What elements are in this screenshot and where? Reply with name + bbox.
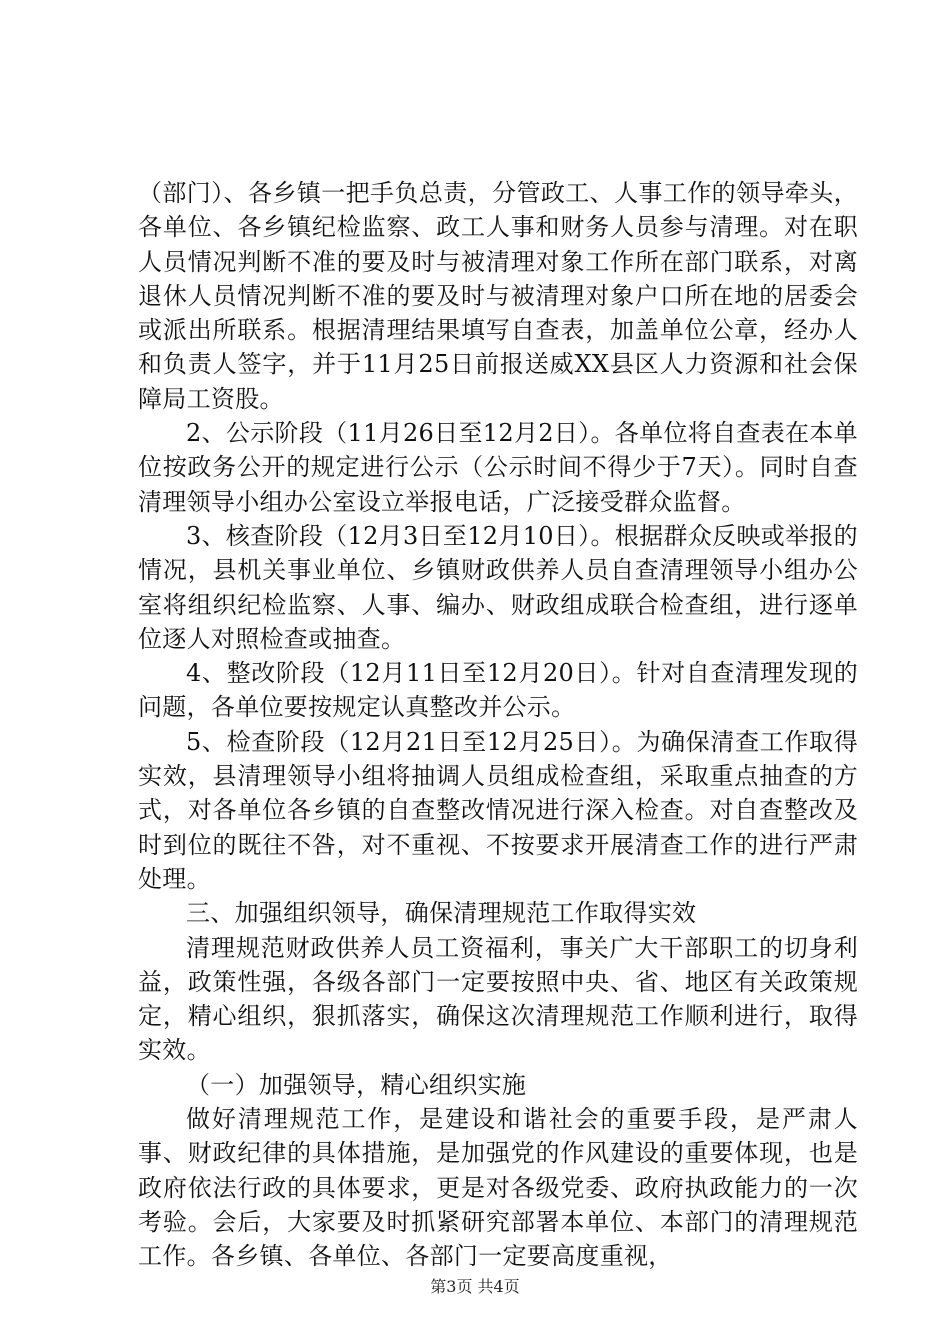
subsection-heading-1: （一）加强领导，精心组织实施 bbox=[186, 1070, 527, 1099]
section-heading-3: 三、加强组织领导，确保清理规范工作取得实效 bbox=[186, 899, 697, 928]
paragraph-rectification-stage: 4、整改阶段（12月11日至12月20日）。针对自查清理发现的问题，各单位要按规定认真整改并公示。 bbox=[138, 659, 858, 722]
paragraph-verification-stage: 3、核查阶段（12月3日至12月10日）。根据群众反映或举报的情况，县机关事业单位、乡镇财政供养人员自查清理领导小组办公室将组织纪检监察、人事、编办、财政组成联合检查组，进行逐单位逐人对照检查或抽查。 bbox=[138, 521, 858, 653]
paragraph-publicity-stage: 2、公示阶段（11月26日至12月2日）。各单位将自查表在本单位按政务公开的规定进行公示（公示时间不得少于7天）。同时自查清理领导小组办公室设立举报电话，广泛接受群众监督。 bbox=[138, 419, 858, 516]
paragraph-subsection-1: 做好清理规范工作，是建设和谐社会的重要手段，是严肃人事、财政纪律的具体措施，是加强党的作风建设的重要体现，也是政府依法行政的具体要求，更是对各级党委、政府执政能力的一次考验。会后，大家要及时抓紧研究部署本单位、本部门的清理规范工作。各乡镇、各单位、各部门一定要高度重视， bbox=[138, 1105, 858, 1271]
paragraph-1: （部门）、各乡镇一把手负总责，分管政工、人事工作的领导牵头，各单位、各乡镇纪检监察、政工人事和财务人员参与清理。对在职人员情况判断不准的要及时与被清理对象工作所在部门联系，对离退休人员情况判断不准的要及时与被清理对象户口所在地的居委会或派出所联系。根据清理结果填写自查表，加盖单位公章，经办人和负责人签字，并于11月25日前报送威XX县区人力资源和社会保障局工资股。 bbox=[138, 179, 858, 413]
document-body bbox=[138, 176, 858, 1274]
paragraph-inspection-stage: 5、检查阶段（12月21日至12月25日）。为确保清查工作取得实效，县清理领导小组将抽调人员组成检查组，采取重点抽查的方式，对各单位各乡镇的自查整改情况进行深入检查。对自查整改及时到位的既往不咎，对不重视、不按要求开展清查工作的进行严肃处理。 bbox=[138, 727, 858, 893]
page-footer: 第3页 共4页 bbox=[430, 1277, 520, 1296]
paragraph-section-3-intro: 清理规范财政供养人员工资福利，事关广大干部职工的切身利益，政策性强，各级各部门一定要按照中央、省、地区有关政策规定，精心组织，狠抓落实，确保这次清理规范工作顺利进行，取得实效。 bbox=[138, 933, 858, 1065]
